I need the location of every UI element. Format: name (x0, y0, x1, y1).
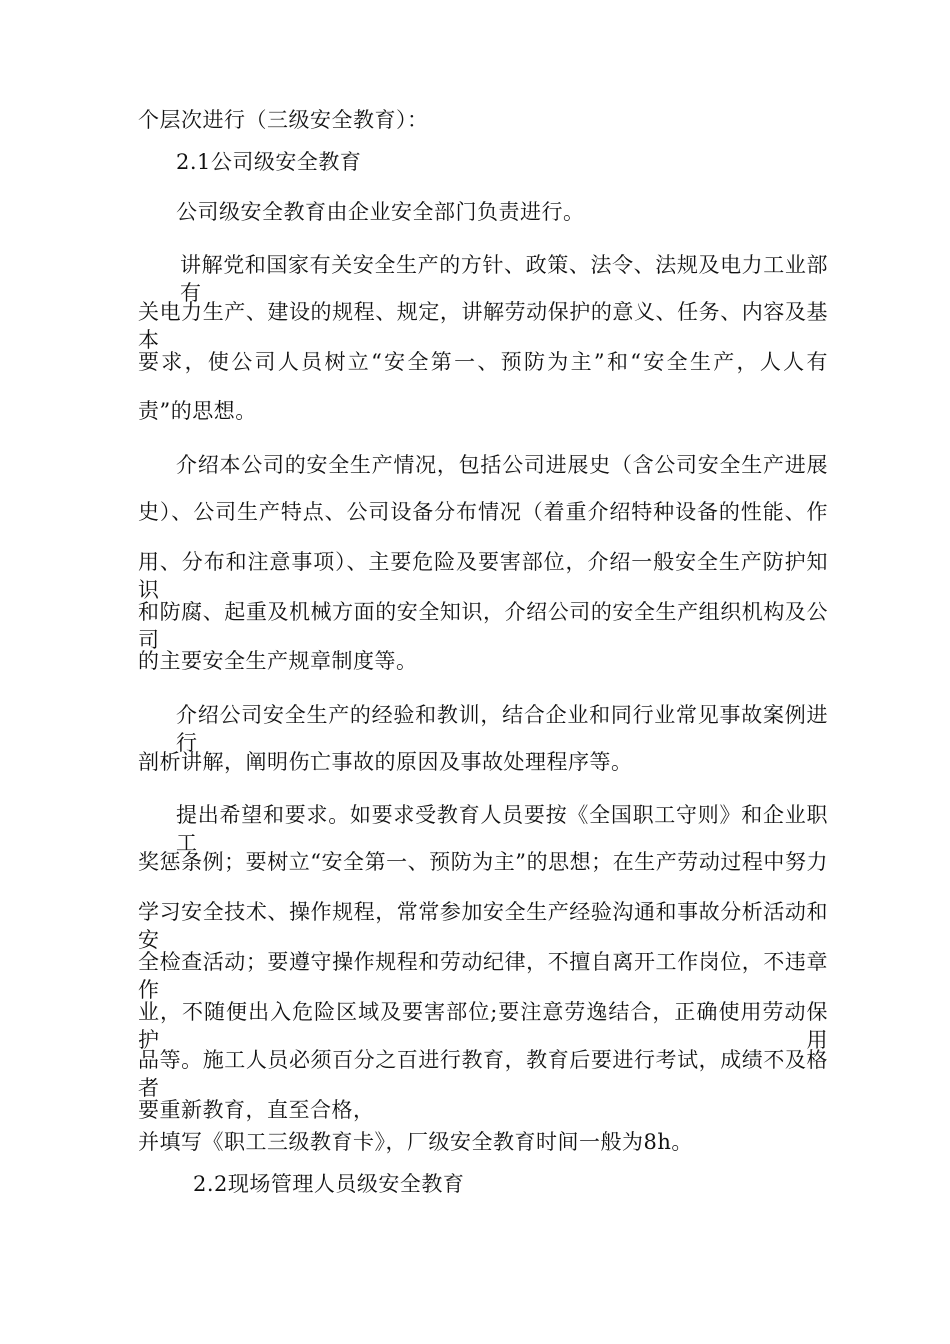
paragraph-continuation-line: 个层次进行（三级安全教育）： (138, 108, 429, 132)
paragraph-line: 关电力生产、建设的规程、规定，讲解劳动保护的意义、任务、内容及基本 (138, 300, 828, 352)
paragraph-line: 和防腐、起重及机械方面的安全知识，介绍公司的安全生产组织机构及公司 (138, 600, 828, 652)
paragraph-line: 要求，使公司人员树立“安全第一、预防为主”和“安全生产，人人有 (138, 350, 828, 374)
paragraph-line: 史）、公司生产特点、公司设备分布情况（着重介绍特种设备的性能、作 (138, 500, 828, 524)
paragraph-line: 全检查活动；要遵守操作规程和劳动纪律，不擅自离开工作岗位，不违章作 (138, 950, 828, 1002)
paragraph-line: 介绍公司安全生产的经验和教训，结合企业和同行业常见事故案例进行 (176, 703, 828, 755)
section-heading-2-2: 2.2现场管理人员级安全教育 (193, 1172, 465, 1196)
paragraph-line: 要重新教育，直至合格， (138, 1098, 375, 1122)
paragraph-line: 讲解党和国家有关安全生产的方针、政策、法令、法规及电力工业部有 (180, 253, 828, 305)
paragraph-line: 业，不随便出入危险区域及要害部位;要注意劳逸结合，正确使用劳动保护用 (138, 1000, 828, 1052)
paragraph-line: 剖析讲解，阐明伤亡事故的原因及事故处理程序等。 (138, 750, 633, 774)
paragraph-line: 奖惩条例；要树立“安全第一、预防为主”的思想；在生产劳动过程中努力 (138, 850, 828, 874)
paragraph-line: 并填写《职工三级教育卡》，厂级安全教育时间一般为8h。 (138, 1130, 693, 1154)
paragraph-line: 学习安全技术、操作规程，常常参加安全生产经验沟通和事故分析活动和安 (138, 900, 828, 952)
paragraph-line: 提出希望和要求。如要求受教育人员要按《全国职工守则》和企业职工 (176, 803, 828, 855)
paragraph-line: 责”的思想。 (138, 399, 257, 423)
section-heading-2-1: 2.1公司级安全教育 (176, 150, 362, 174)
paragraph-line: 介绍本公司的安全生产情况，包括公司进展史（含公司安全生产进展 (176, 453, 828, 477)
paragraph-line: 品等。施工人员必须百分之百进行教育，教育后要进行考试，成绩不及格者 (138, 1048, 828, 1100)
paragraph-line: 的主要安全生产规章制度等。 (138, 649, 418, 673)
paragraph-line: 公司级安全教育由企业安全部门负责进行。 (176, 200, 585, 224)
paragraph-line: 用、分布和注意事项）、主要危险及要害部位，介绍一般安全生产防护知识 (138, 550, 828, 602)
